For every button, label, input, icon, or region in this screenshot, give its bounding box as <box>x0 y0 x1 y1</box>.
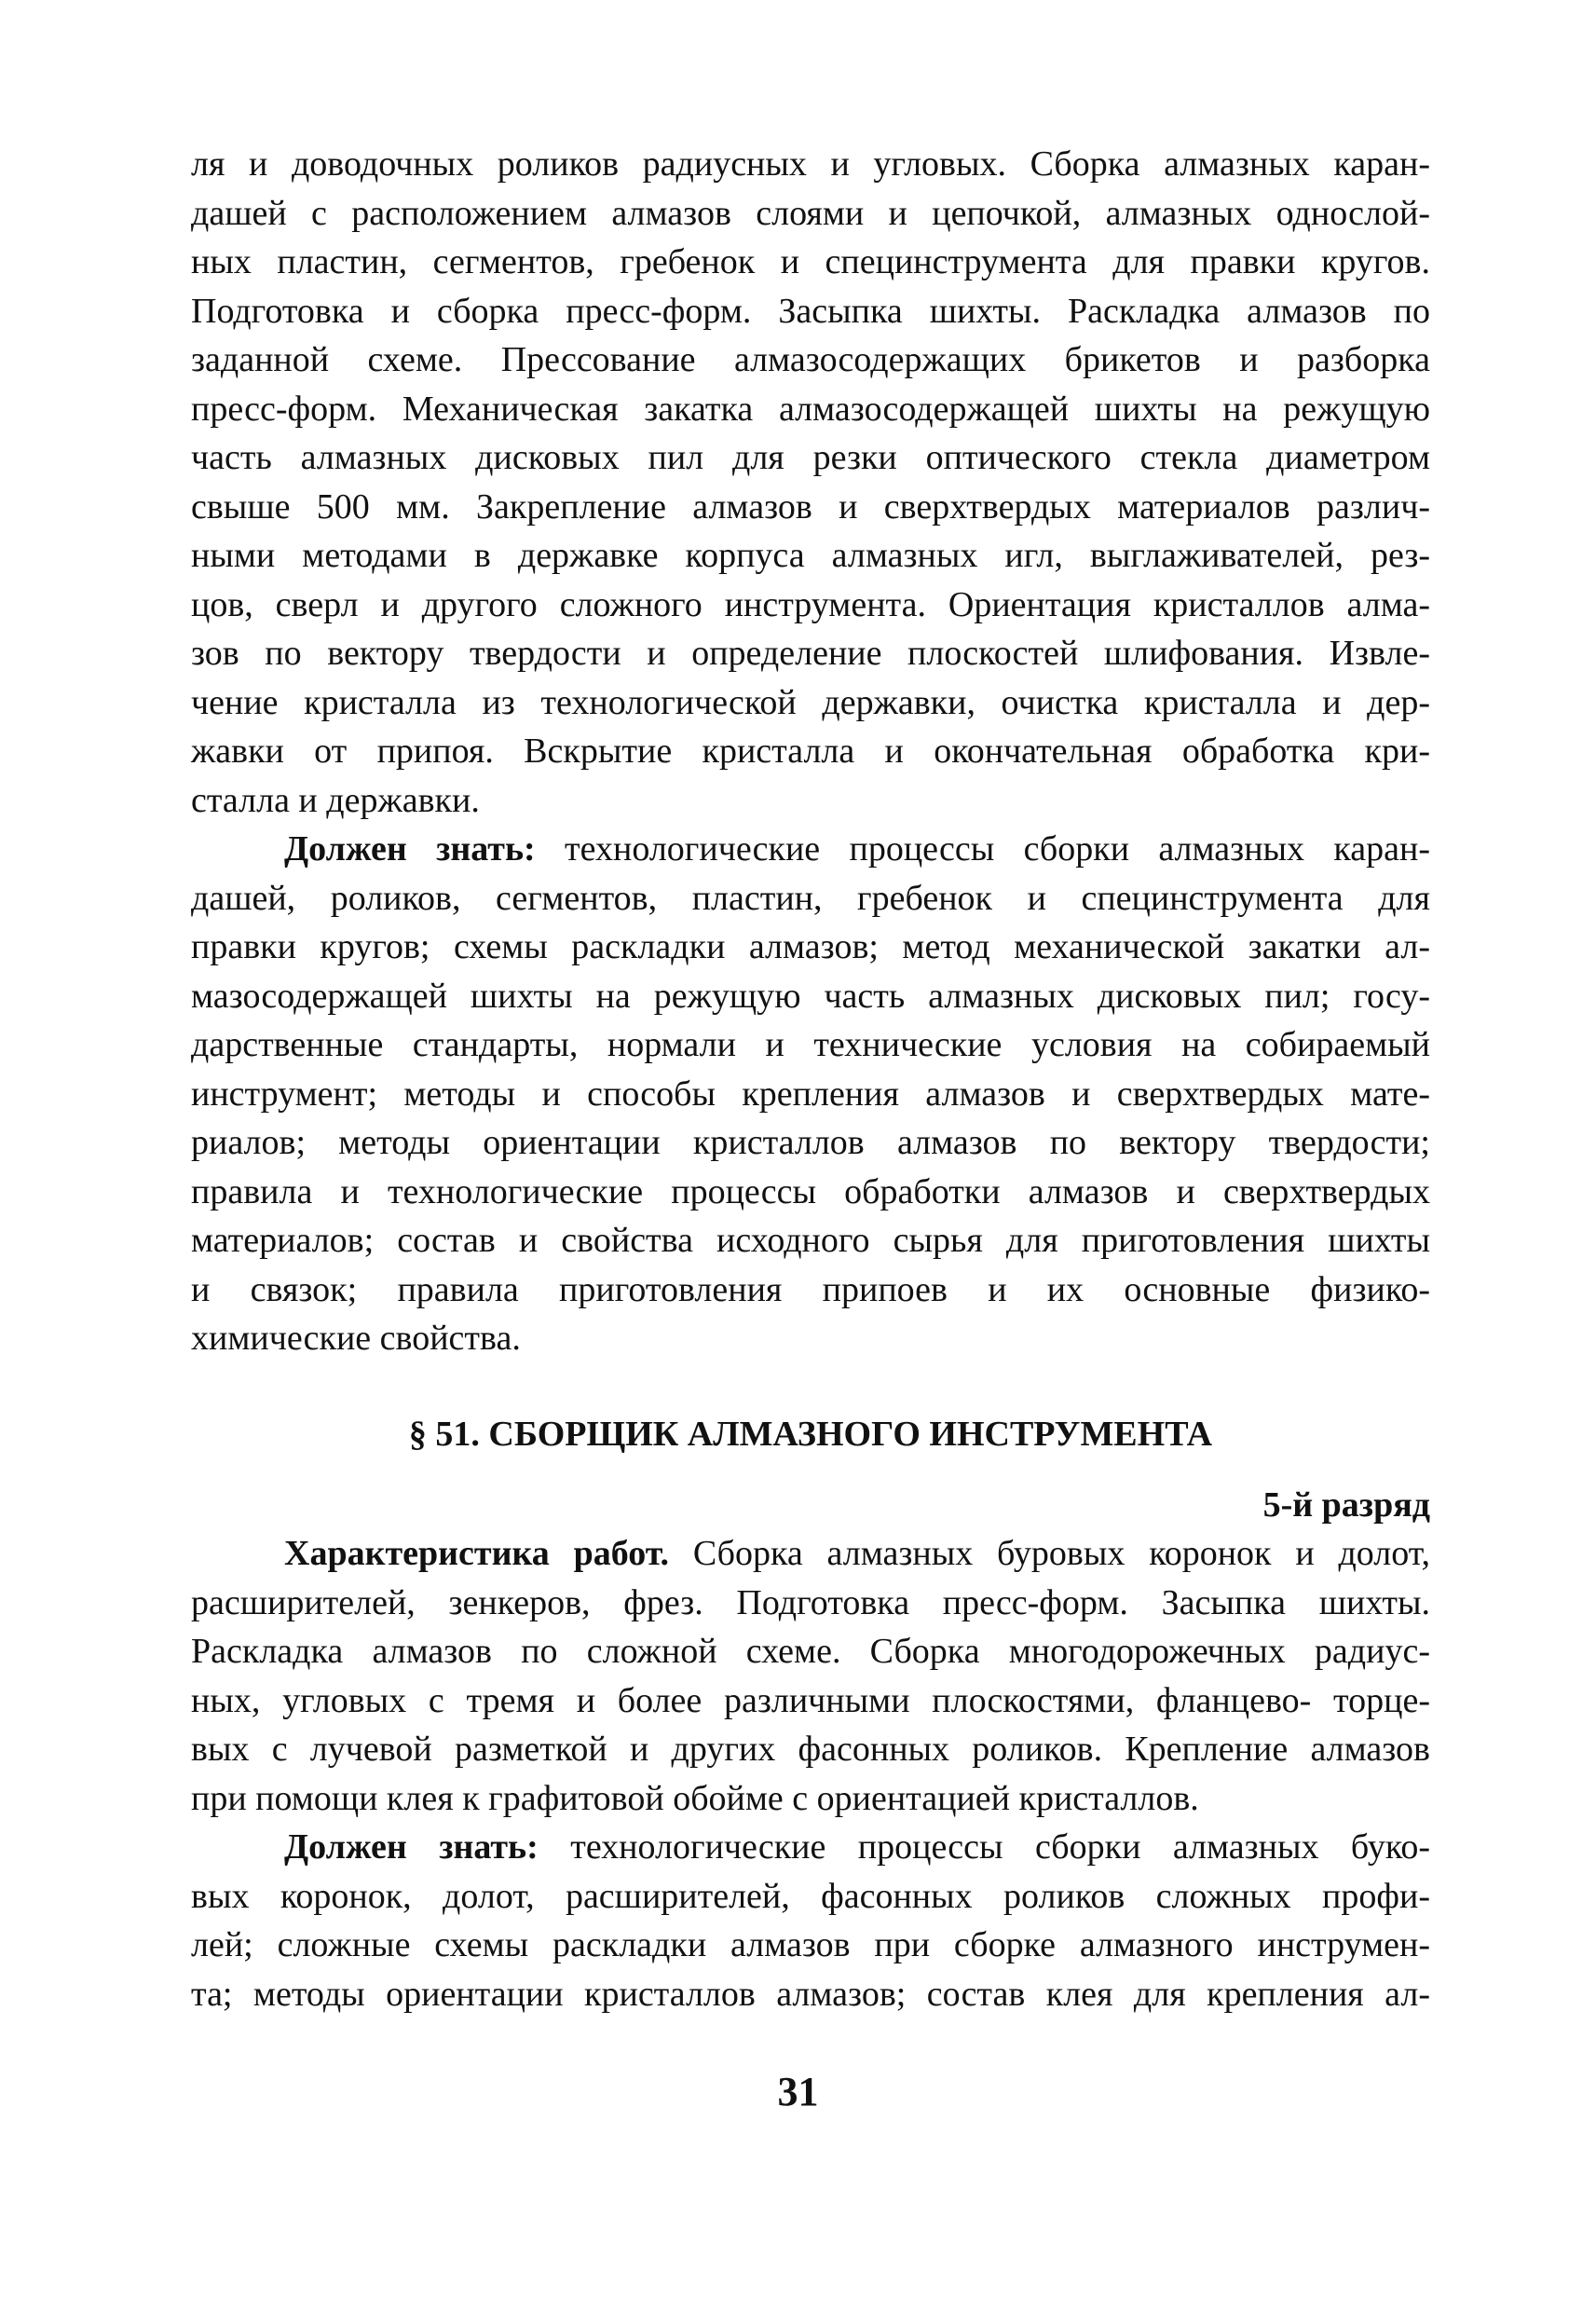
text-line: ных, угловых с тремя и более различными плоскостями, фланцево- торце- <box>191 1680 1430 1720</box>
text-line: дашей с расположением алмазов слоями и цепочкой, алмазных однослой- <box>191 193 1430 233</box>
text-line-first <box>191 825 1430 874</box>
text-line: дарственные стандарты, нормали и технические условия на собираемый <box>191 1025 1430 1064</box>
text-line: Раскладка алмазов по сложной схеме. Сборка многодорожечных радиус- <box>191 1632 1430 1671</box>
text-line: ных пластин, сегментов, гребенок и специнструмента для правки кругов. <box>191 242 1430 281</box>
text-line: ля и доводочных роликов радиусных и угловых. Сборка алмазных каран- <box>191 144 1430 184</box>
text-line: цов, сверл и другого сложного инструмента. Ориентация кристаллов алма- <box>191 584 1430 624</box>
text-run: Сборка алмазных буровых коронок и долот, <box>669 1534 1431 1573</box>
text-line: часть алмазных дисковых пил для резки оптического стекла диаметром <box>191 438 1430 477</box>
text-run: технологические процессы сборки алмазных каран- <box>535 829 1430 869</box>
text-line: химические свойства. <box>191 1319 521 1358</box>
text-line: и связок; правила приготовления припоев и их основные физико- <box>191 1269 1430 1309</box>
text-line: вых коронок, долот, расширителей, фасонных роликов сложных профи- <box>191 1876 1430 1916</box>
text-line: зов по вектору твердости и определение плоскостей шлифования. Извле- <box>191 634 1430 673</box>
paragraph-must-know-2 <box>191 1823 1430 2018</box>
text-line: риалов; методы ориентации кристаллов алмазов по вектору твердости; <box>191 1123 1430 1162</box>
must-know-label: Должен знать: <box>284 829 536 869</box>
page-body <box>191 140 1430 2018</box>
text-line: свыше 500 мм. Закрепление алмазов и сверхтвердых материалов различ- <box>191 486 1430 527</box>
work-description-label: Характеристика работ. <box>284 1534 670 1573</box>
text-line: чение кристалла из технологической державки, очистка кристалла и дер- <box>191 682 1430 722</box>
text-line: мазосодержащей шихты на режущую часть алмазных дисковых пил; госу- <box>191 976 1430 1016</box>
grade-label: 5-й разряд <box>1262 1484 1430 1525</box>
paragraph-must-know <box>191 825 1430 1363</box>
text-line: расширителей, зенкеров, фрез. Подготовка пресс-форм. Засыпка шихты. <box>191 1582 1430 1622</box>
text-line: правила и технологические процессы обработки алмазов и сверхтвердых <box>191 1171 1430 1211</box>
text-line: жавки от припоя. Вскрытие кристалла и окончательная обработка кри- <box>191 732 1430 771</box>
text-line: дашей, роликов, сегментов, пластин, гребенок и специнструмента для <box>191 878 1430 918</box>
text-line: та; методы ориентации кристаллов алмазов; состав клея для крепления ал- <box>191 1974 1430 2014</box>
text-line: пресс-форм. Механическая закатка алмазосодержащей шихты на режущую <box>191 389 1430 429</box>
text-line-first <box>191 1529 1430 1579</box>
text-line: ными методами в державке корпуса алмазных игл, выглаживателей, рез- <box>191 536 1430 575</box>
text-line-first <box>191 1823 1430 1872</box>
text-line: сталла и державки. <box>191 780 480 820</box>
section-heading: § 51. СБОРЩИК АЛМАЗНОГО ИНСТРУМЕНТА <box>408 1414 1213 1454</box>
text-line: Подготовка и сборка пресс-форм. Засыпка шихты. Раскладка алмазов по <box>191 291 1430 331</box>
text-line: заданной схеме. Прессование алмазосодержащих брикетов и разборка <box>191 340 1430 379</box>
text-line: при помощи клея к графитовой обойме с ориентацией кристаллов. <box>191 1778 1199 1818</box>
text-line: лей; сложные схемы раскладки алмазов при сборке алмазного инструмен- <box>191 1925 1430 1964</box>
paragraph-work-description-continued <box>191 140 1430 825</box>
text-line: материалов; состав и свойства исходного сырья для приготовления шихты <box>191 1221 1430 1260</box>
paragraph-work-description <box>191 1529 1430 1823</box>
page-number: 31 <box>777 2069 819 2114</box>
text-line: правки кругов; схемы раскладки алмазов; метод механической закатки ал- <box>191 927 1430 966</box>
text-run: технологические процессы сборки алмазных буко- <box>538 1827 1431 1867</box>
must-know-label: Должен знать: <box>284 1827 539 1867</box>
text-line: вых с лучевой разметкой и других фасонных роликов. Крепление алмазов <box>191 1730 1430 1769</box>
text-line: инструмент; методы и способы крепления алмазов и сверхтвердых мате- <box>191 1074 1430 1114</box>
